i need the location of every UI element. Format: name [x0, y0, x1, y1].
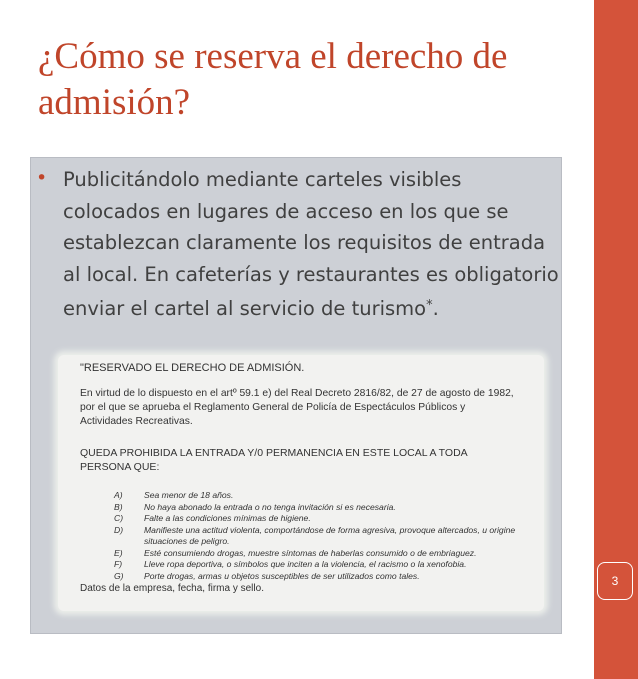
- list-item-text: Lleve ropa deportiva, o símbolos que inciten a la violencia, el racismo o la xenofobia.: [144, 559, 467, 569]
- sign-conditions-list: [114, 490, 534, 582]
- list-item: [114, 490, 534, 502]
- sign-footer: Datos de la empresa, fecha, firma y sello.: [80, 583, 264, 594]
- list-item-text: Sea menor de 18 años.: [144, 490, 234, 500]
- list-item-letter: F): [114, 559, 123, 569]
- list-item-text: No haya abonado la entrada o no tenga invitación si es necesaria.: [144, 501, 396, 512]
- list-item: [114, 513, 534, 525]
- list-item-letter: G): [114, 570, 124, 581]
- list-item: [114, 571, 534, 583]
- sign-title: "RESERVADO EL DERECHO DE ADMISIÓN.: [80, 362, 305, 374]
- footnote-marker: *: [426, 298, 433, 313]
- list-item-text: Esté consumiendo drogas, muestre síntomas de haberlas consumido o de embriaguez.: [144, 547, 477, 558]
- list-item: [114, 559, 534, 571]
- bullet-end: .: [432, 297, 439, 320]
- list-item-letter: D): [114, 524, 124, 535]
- list-item: [114, 525, 534, 548]
- list-item: [114, 548, 534, 560]
- list-item-letter: B): [114, 501, 123, 512]
- list-item-text: Manifieste una actitud violenta, comportándose de forma agresiva, provoque altercados, u origine situaciones de peligro.: [144, 524, 516, 546]
- bullet-marker-icon: •: [36, 167, 48, 189]
- list-item-letter: A): [114, 490, 123, 500]
- list-item: [114, 502, 534, 514]
- list-item-letter: C): [114, 513, 124, 523]
- list-item-text: Porte drogas, armas u objetos susceptibles de ser utilizados como tales.: [144, 570, 420, 581]
- admission-sign-image: [58, 355, 544, 611]
- sign-decree: En virtud de lo dispuesto en el artº 59.1 e) del Real Decreto 2816/82, de 27 de agosto de 1982, por el que se aprueba el Reglamento General de Policía de Espectáculos Públicos y Actividades Recreativas.: [80, 388, 514, 427]
- list-item-text: Falte a las condiciones mínimas de higiene.: [144, 513, 311, 523]
- page-number: 3: [597, 562, 633, 600]
- bullet-text: Publicitándolo mediante carteles visibles colocados en lugares de acceso en los que se establezcan claramente los requisitos de entrada al local. En cafeterías y restaurantes es obligatorio enviar el cartel al servicio de turismo: [63, 168, 559, 320]
- list-item-letter: E): [114, 547, 123, 558]
- bullet-item: [36, 164, 560, 325]
- sign-prohibition: QUEDA PROHIBIDA LA ENTRADA Y/0 PERMANENCIA EN ESTE LOCAL A TODA PERSONA QUE:: [80, 447, 468, 473]
- slide-title: ¿Cómo se reserva el derecho de admisión?: [38, 36, 508, 123]
